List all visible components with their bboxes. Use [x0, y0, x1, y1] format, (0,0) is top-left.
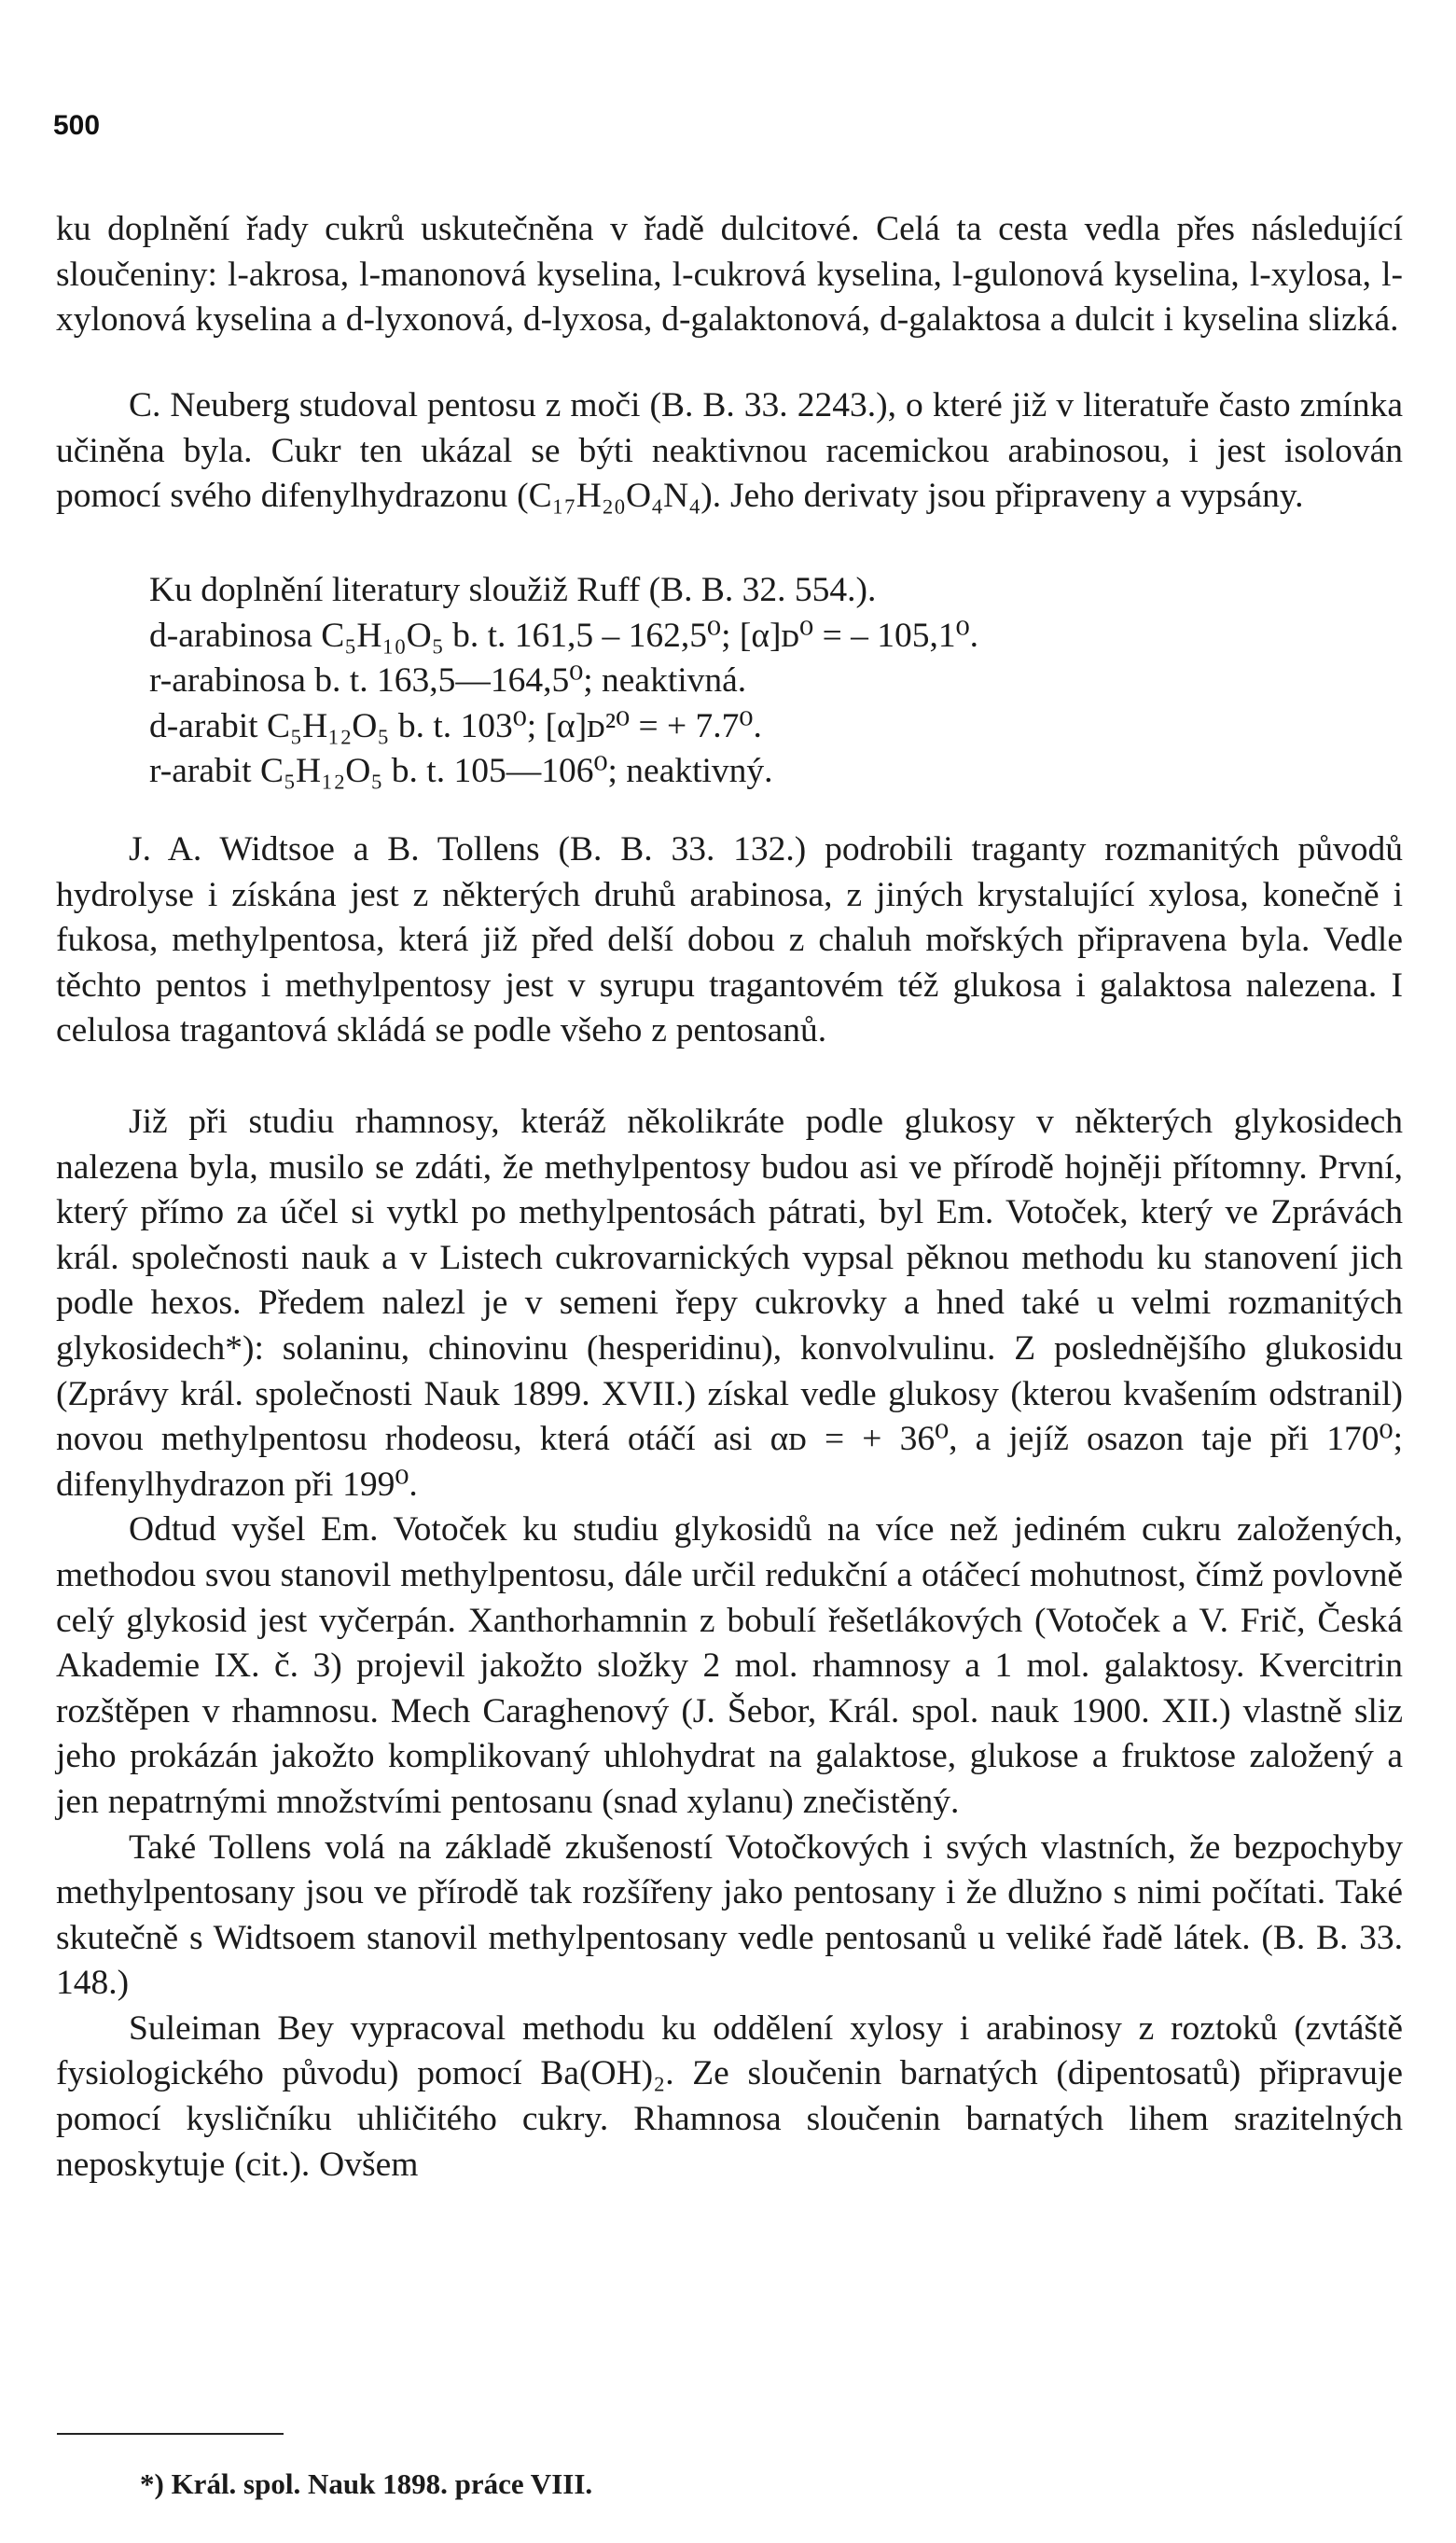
- literature-line: r-arabit C₅H₁₂O₅ b. t. 105—106⁰; neaktivný.: [149, 752, 773, 791]
- literature-line: d-arabinosa C₅H₁₀O₅ b. t. 161,5 – 162,5⁰; [α]ᴅ⁰ = – 105,1⁰.: [149, 616, 979, 655]
- literature-line: d-arabit C₅H₁₂O₅ b. t. 103⁰; [α]ᴅ²⁰ = + 7.7⁰.: [149, 706, 762, 745]
- literature-list: [149, 568, 1403, 795]
- paragraph-neuberg: C. Neuberg studoval pentosu z moči (B. B. 33. 2243.), o které již v literatuře často zmínka učiněna byla. Cukr ten ukázal se býti neaktivnou racemickou arabinosou, i jest isolován pomocí svého difenylhydrazonu (C₁₇H₂₀O₄N₄). Jeho derivaty jsou připraveny a vypsány.: [56, 386, 1403, 516]
- paragraph-intro: ku doplnění řady cukrů uskutečněna v řadě dulcitové. Celá ta cesta vedla přes následující sloučeniny: l-akrosa, l-manonová kyselina, l-cukrová kyselina, l-gulonová kyselina, l-xylosa, l-xylonová kyselina a d-lyxonová, d-lyxosa, d-galaktonová, d-galaktosa a dulcit i kyselina slizká.: [56, 210, 1403, 340]
- paragraph-tollens: Také Tollens volá na základě zkušeností Votočkových i svých vlastních, že bezpochyby methylpentosany jsou ve přírodě tak rozšířeny jako pentosany i že dlužno s nimi počítati. Také skutečně s Widtsoem stanovil methylpentosany vedle pentosanů u veliké řadě látek. (B. B. 33. 148.): [56, 1827, 1403, 2003]
- literature-line: r-arabinosa b. t. 163,5—164,5⁰; neaktivná.: [149, 661, 747, 701]
- page-number: 500: [53, 110, 101, 141]
- paragraph-widtsoe: J. A. Widtsoe a B. Tollens (B. B. 33. 132.) podrobili traganty rozmanitých původů hydrolyse i získána jest z některých druhů arabinosa, z jiných krystalující xylosa, konečně i fukosa, methylpentosa, která již před delší dobou z chaluh mořských připravena byla. Vedle těchto pentos i methylpentosy jest v syrupu tragantovém též glukosa i galaktosa nalezena. I celulosa tragantová skládá se podle všeho z pentosanů.: [56, 830, 1403, 1050]
- paragraph-odtud: Odtud vyšel Em. Votoček ku studiu glykosidů na více než jediném cukru založených, methodou svou stanovil methylpentosu, dále určil redukční a otáčecí mohutnost, čímž povlovně celý glykosid jest vyčerpán. Xanthorhamnin z bobulí řešetlákových (Votoček a V. Frič, Česká Akademie IX. č. 3) projevil jakožto složky 2 mol. rhamnosy a 1 mol. galaktosy. Kvercitrin rozštěpen v rhamnosu. Mech Caraghenový (J. Šebor, Král. spol. nauk 1900. XII.) vlastně sliz jeho prokázán jakožto komplikovaný uhlohydrat na galaktose, glukose a fruktose založený a jen nepatrnými množstvími pentosanu (snad xylanu) znečistěný.: [56, 1510, 1403, 1821]
- paragraph-rhamnosa: Již při studiu rhamnosy, kteráž několikráte podle glukosy v některých glykosidech nalezena byla, musilo se zdáti, že methylpentosy budou asi ve přírodě hojněji přítomny. První, který přímo za účel si vytkl po methylpentosách pátrati, byl Em. Votoček, který ve Zprávách král. společnosti nauk a v Listech cukrovarnických vypsal pěknou methodu ku stanovení jich podle hexos. Předem nalezl je v semeni řepy cukrovky a hned také u velmi rozmanitých glykosidech*): solaninu, chinovinu (hesperidinu), konvolvulinu. Z poslednějšího glukosidu (Zprávy král. společnosti Nauk 1899. XVII.) získal vedle glukosy (kterou kvašením odstranil) novou methylpentosu rhodeosu, která otáčí asi αᴅ = + 36⁰, a jejíž osazon taje při 170⁰; difenylhydrazon při 199⁰. Odtud vyšel Em. Votoček ku studiu glykosidů na více než jediném cukru založených, methodou svou stanovil methylpentosu, dále určil redukční a otáčecí mohutnost, čímž povlovně celý glykosid jest vyčerpán. Xanthorhamnin z bobulí řešetlákových (Votoček a V. Frič, Česká Akademie IX. č. 3) projevil jakožto složky 2 mol. rhamnosy a 1 mol. galaktosy. Kvercitrin rozštěpen v rhamnosu. Mech Caraghenový (J. Šebor, Král. spol. nauk 1900. XII.) vlastně sliz jeho prokázán jakožto komplikovaný uhlohydrat na galaktose, glukose a fruktose založený a jen nepatrnými množstvími pentosanu (snad xylanu) znečistěný. Také Tollens volá na základě zkušeností Votočkových i svých vlastních, že bezpochyby methylpentosany jsou ve přírodě tak rozšířeny jako pentosany i že dlužno s nimi počítati. Také skutečně s Widtsoem stanovil methylpentosany vedle pentosanů u veliké řadě látek. (B. B. 33. 148.) Suleiman Bey vypracoval methodu ku oddělení xylosy i arabinosy z roztoků (zvtáště fysiologického původu) pomocí Ba(OH)₂. Ze sloučenin barnatých (dipentosatů) připravuje pomocí kysličníku uhličitého cukry. Rhamnosa sloučenin barnatých lihem srazitelných neposkytuje (cit.). Ovšem: [56, 1100, 1403, 2188]
- paragraph-suleiman: Suleiman Bey vypracoval methodu ku oddělení xylosy i arabinosy z roztoků (zvtáště fysiologického původu) pomocí Ba(OH)₂. Ze sloučenin barnatých (dipentosatů) připravuje pomocí kysličníku uhličitého cukry. Rhamnosa sloučenin barnatých lihem srazitelných neposkytuje (cit.). Ovšem: [56, 2008, 1403, 2184]
- footnote: *) Král. spol. Nauk 1898. práce VIII.: [140, 2467, 593, 2500]
- literature-line: Ku doplnění literatury sloužiž Ruff (B. B. 32. 554.).: [149, 571, 877, 609]
- footnote-rule: [57, 2433, 284, 2435]
